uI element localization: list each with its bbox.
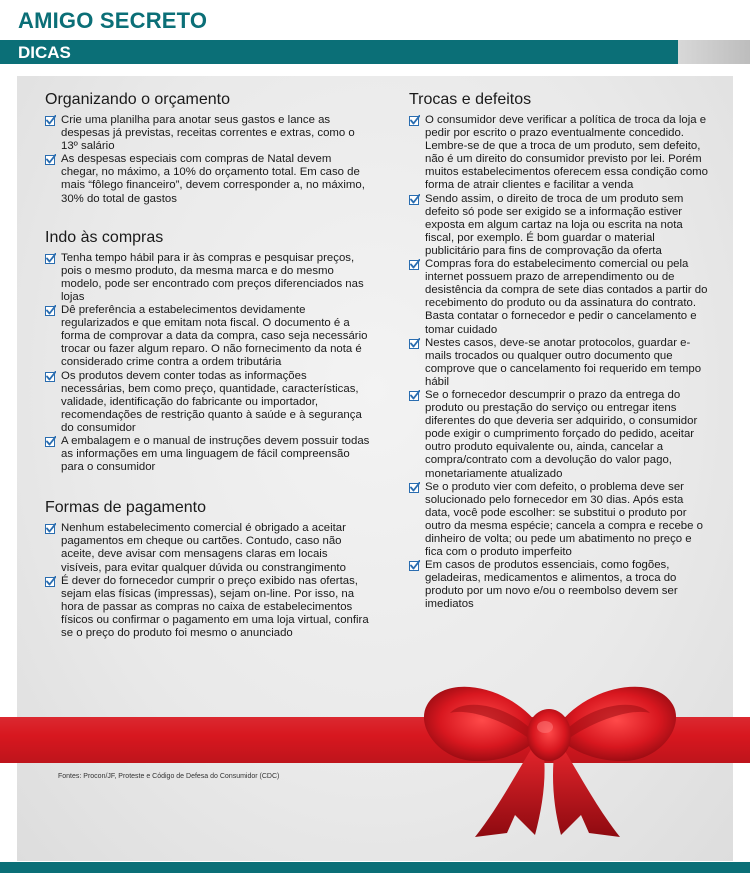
- checkbox-check-icon: [45, 436, 56, 447]
- list-compras: [45, 252, 371, 475]
- source-note: Fontes: Procon/JF, Proteste e Código de Defesa do Consumidor (CDC): [58, 773, 280, 780]
- list-item-text: Se o produto vier com defeito, o problema deve ser solucionado pelo fornecedor em 30 dias. Após esta data, você pode escolher: se substitui o produto por outro da mesma espécie; cancela a compra e recebe o dinheiro de volta; ou pede um abatimento no preço e fica com o produto imperfeito: [425, 480, 703, 559]
- checkbox-check-icon: [45, 253, 56, 264]
- checkbox-check-icon: [45, 523, 56, 534]
- section-title-orcamento: Organizando o orçamento: [45, 91, 230, 108]
- section-title-trocas: Trocas e defeitos: [409, 91, 532, 108]
- list-item: [409, 193, 709, 258]
- checkbox-check-icon: [409, 115, 420, 126]
- checkbox-check-icon: [409, 259, 420, 270]
- list-item: [45, 435, 371, 474]
- left-column: [45, 90, 371, 640]
- section-title-compras: Indo às compras: [45, 228, 164, 246]
- list-item-text: Compras fora do estabelecimento comercial ou pela internet possuem prazo de arrependimento ou de desistência da compra de sete dias contados a partir do recebimento do produto ou da assinatura do contrato. Basta contatar o fornecedor e pedir o cancelamento e tomar cuidado: [425, 258, 708, 336]
- checkbox-check-icon: [409, 560, 420, 571]
- list-item-text: Dê preferência a estabelecimentos devidamente regularizados e que emitam nota fiscal. O documento é a forma de comprovar a data da compra, caso seja necessário trocar ou fazer algum reparo. O não fornecimento da nota é considerado crime contra a ordem tributária: [61, 304, 368, 369]
- list-orcamento: [45, 114, 371, 206]
- list-item: [409, 258, 709, 337]
- right-column: [409, 90, 709, 612]
- list-item-text: O consumidor deve verificar a política de troca da loja e pedir por escrito o prazo eventualmente concedido. Lembre-se de que a troca de um produto, sem defeito, não é um direito do consumidor previsto por lei. Porém muitos estabelecimentos oferecem essa condição como forma de atrair clientes e facilitar a venda: [425, 114, 709, 192]
- list-pagamento: [45, 522, 371, 640]
- list-item: [45, 575, 371, 640]
- list-item: [45, 370, 371, 435]
- page-title: AMIGO SECRETO: [18, 8, 208, 33]
- list-item: [409, 481, 709, 560]
- list-item: [45, 304, 371, 369]
- list-item: [45, 153, 371, 205]
- list-item-text: Nenhum estabelecimento comercial é obrigado a aceitar pagamentos em cheque ou cartões. Contudo, caso não aceite, deve avisar com mensagens claras em locais visíveis, para evitar qualquer dúvida ou constrangimento: [61, 522, 346, 574]
- list-item: [45, 114, 371, 153]
- list-item-text: Crie uma planilha para anotar seus gastos e lance as despesas já previstas, receitas correntes e extras, como o 13º salário: [61, 114, 355, 153]
- checkbox-check-icon: [409, 390, 420, 401]
- checkbox-check-icon: [45, 305, 56, 316]
- subtitle-bar: [0, 40, 750, 64]
- list-item: [409, 559, 709, 611]
- list-item-text: Se o fornecedor descumprir o prazo da entrega do produto ou prestação do serviço ou entregar itens diferentes do que deveria ser adquirido, o consumidor pode exigir o cumprimento forçado do pedido, aceitar outro produto equivalente ou, ainda, cancelar a compra/contrato com a devolução do valor pago, monetariamente atualizado: [425, 388, 698, 480]
- list-item-text: As despesas especiais com compras de Natal devem chegar, no máximo, a 10% do orçamento total. Em caso de mais “fôlego financeiro”, devem corresponder a, no máximo, 30% do total de gastos: [61, 153, 365, 205]
- subtitle-bar-end: [678, 40, 750, 64]
- checkbox-check-icon: [45, 115, 56, 126]
- list-item-text: É dever do fornecedor cumprir o preço exibido nas ofertas, sejam elas físicas (impressas), sejam on-line. Por isso, na hora de passar as compras no caixa de estabelecimentos físicos ou confirmar o pagamento em uma loja virtual, confira se o preço do produto foi mesmo o anunciado: [61, 574, 369, 639]
- checkbox-check-icon: [45, 371, 56, 382]
- checkbox-check-icon: [45, 154, 56, 165]
- checkbox-check-icon: [45, 576, 56, 587]
- list-item: [409, 114, 709, 193]
- checkbox-check-icon: [409, 338, 420, 349]
- list-item: [45, 252, 371, 304]
- checkbox-check-icon: [409, 194, 420, 205]
- list-item-text: Em casos de produtos essenciais, como fogões, geladeiras, medicamentos e alimentos, a troca do produto por um novo e/ou o reembolso devem ser imediatos: [425, 559, 678, 611]
- red-bow-icon: [415, 665, 685, 840]
- page-subtitle: DICAS: [18, 43, 71, 62]
- list-item-text: Nestes casos, deve-se anotar protocolos, guardar e-mails trocados ou qualquer outro documento que comprove que o cancelamento foi requerido em tempo hábil: [425, 336, 702, 388]
- list-item-text: Os produtos devem conter todas as informações necessárias, bem como preço, quantidade, características, validade, identificação do fabricante ou importador, recomendações de restrição quanto à saúde e à segurança do consumidor: [61, 369, 362, 434]
- list-item: [45, 522, 371, 574]
- footer-bar: [0, 862, 750, 873]
- section-title-pagamento: Formas de pagamento: [45, 499, 206, 517]
- list-item-text: A embalagem e o manual de instruções devem possuir todas as informações em uma linguagem de fácil compreensão para o consumidor: [61, 434, 370, 474]
- list-item-text: Tenha tempo hábil para ir às compras e pesquisar preços, pois o mesmo produto, da mesma marca e do mesmo modelo, pode ser encontrado com preços diferenciados nas lojas: [61, 251, 364, 303]
- list-item: [409, 337, 709, 389]
- list-item-text: Sendo assim, o direito de troca de um produto sem defeito só pode ser exigido se a informação estiver exposta em algum cartaz na loja ou escrita na nota fiscal, por exemplo. É bom guardar o material publicitário para fins de comprovação da oferta: [425, 192, 684, 257]
- list-trocas: [409, 114, 709, 612]
- checkbox-check-icon: [409, 482, 420, 493]
- list-item: [409, 389, 709, 481]
